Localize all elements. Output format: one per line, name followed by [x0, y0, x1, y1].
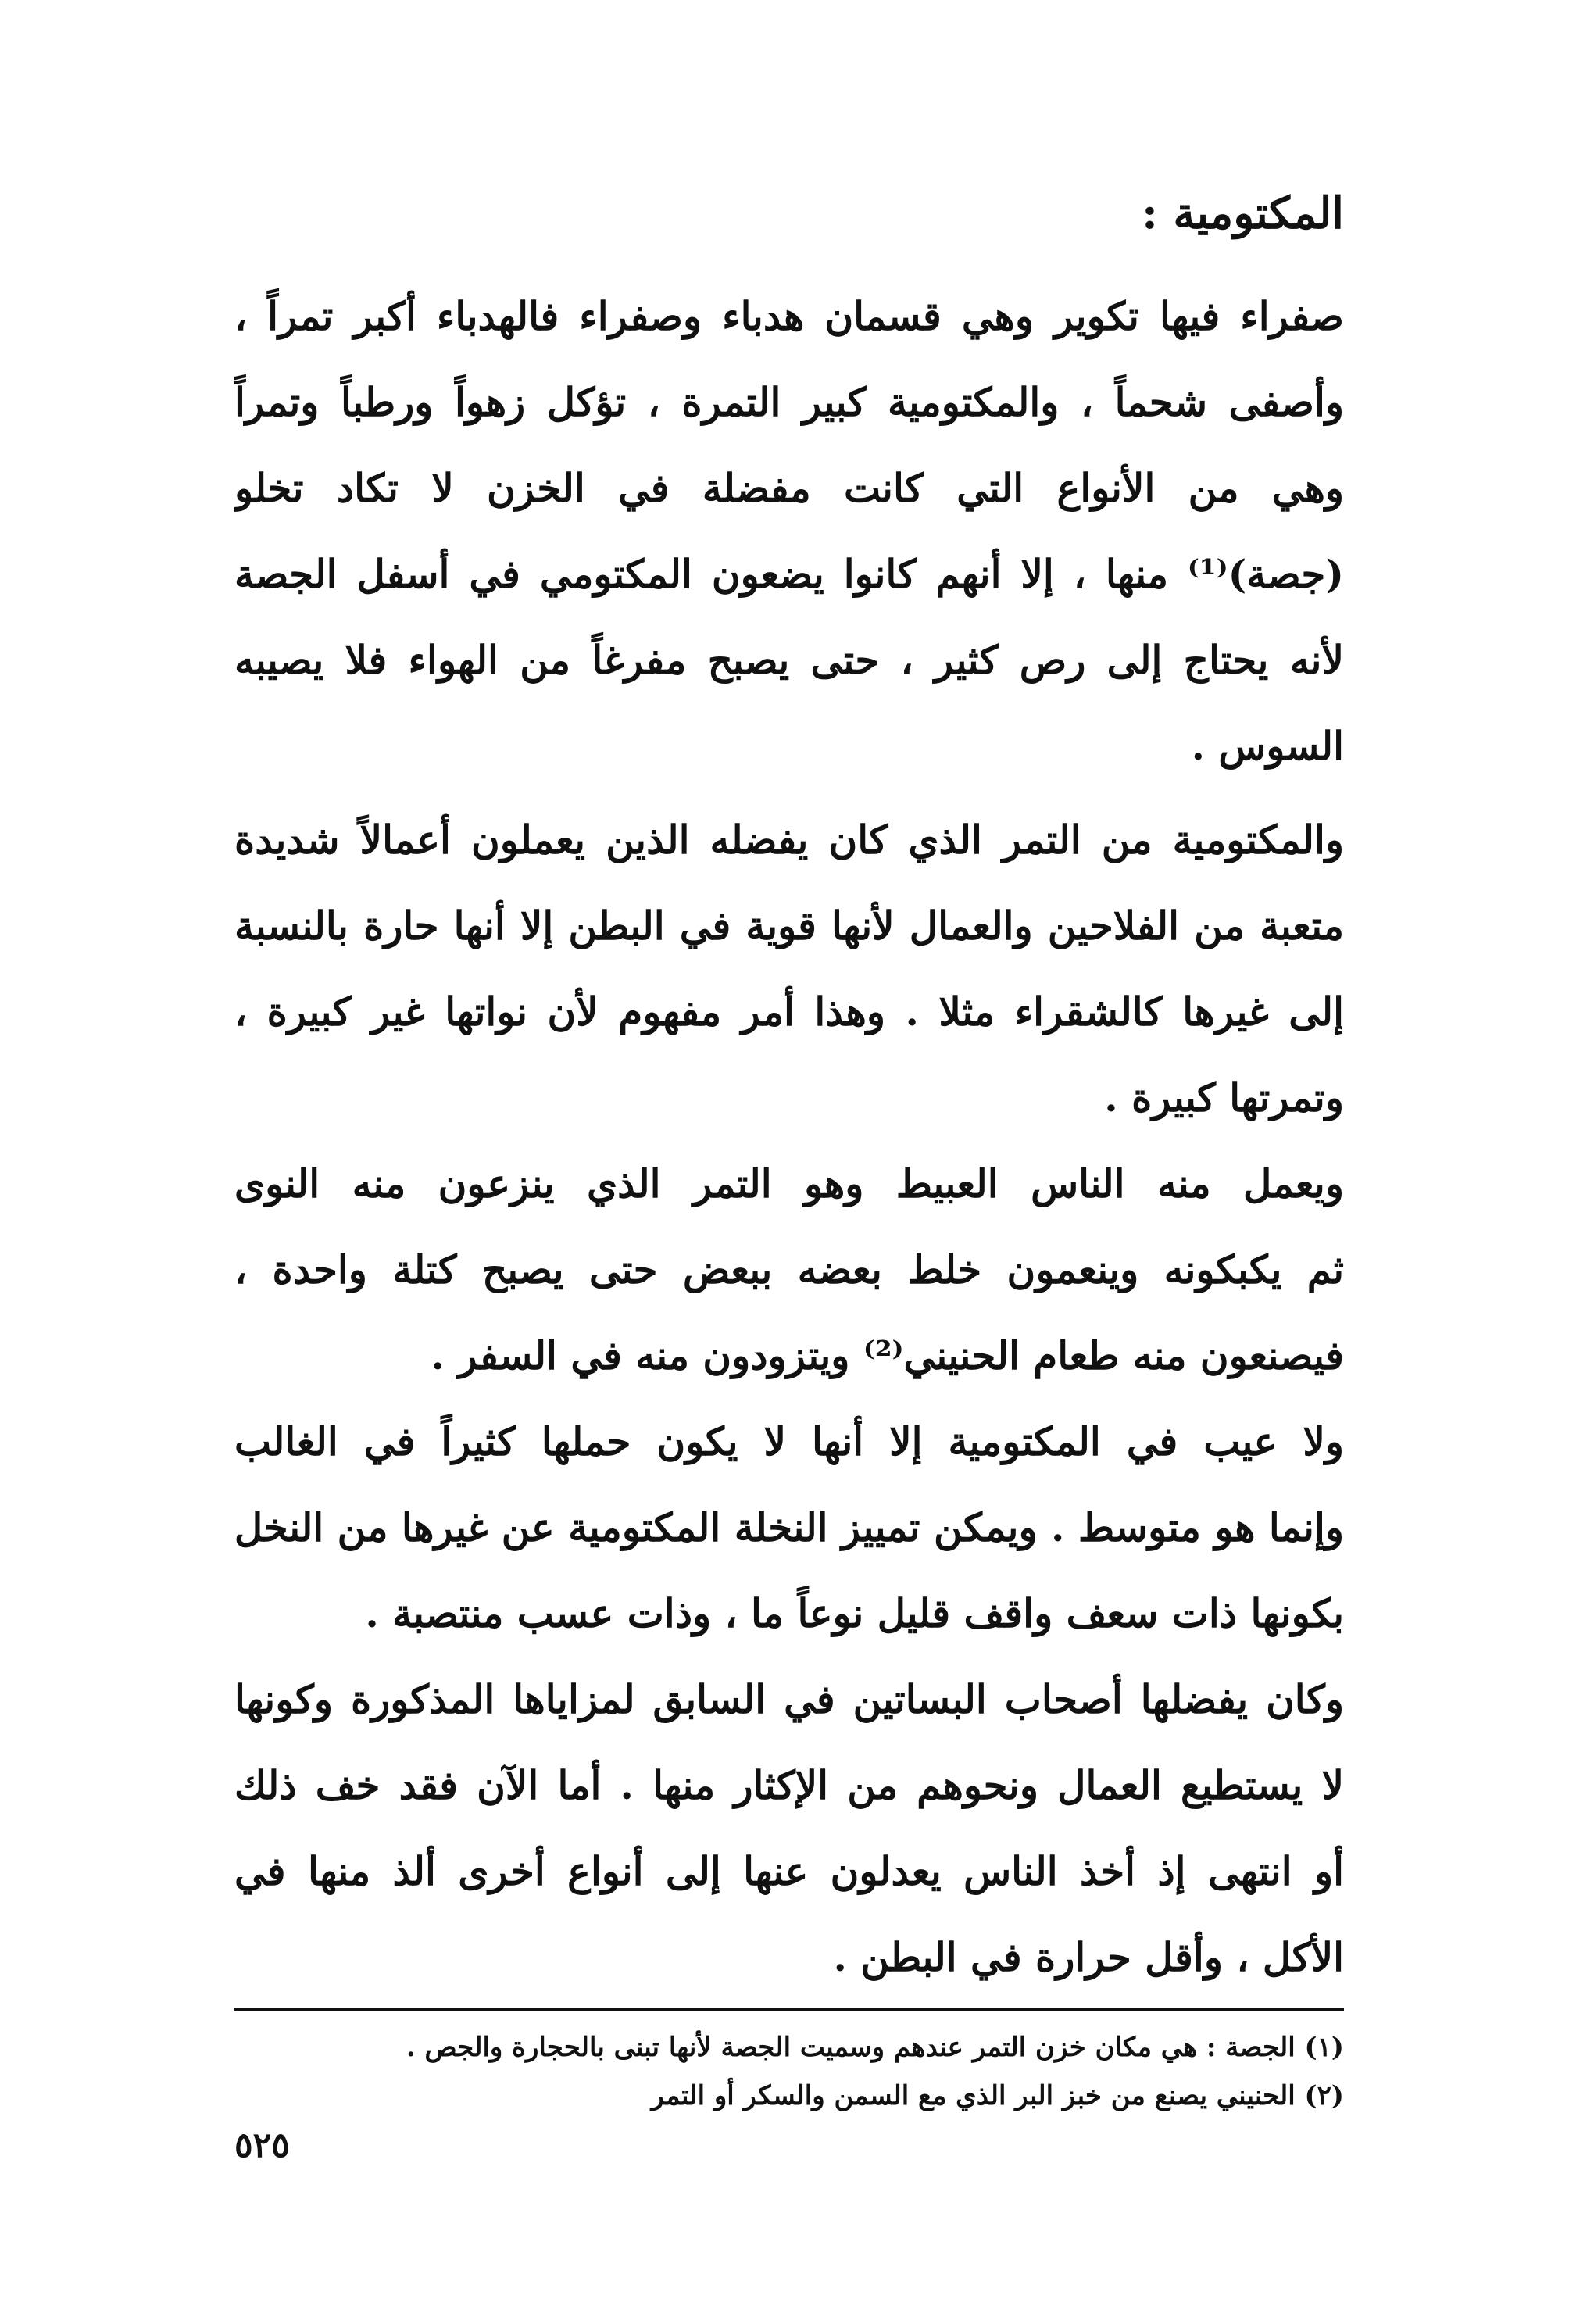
text-line: ولا عيب في المكتومية إلا أنها لا يكون حملها كثيراً في الغالب	[234, 1418, 1344, 1464]
text-line: والمكتومية من التمر الذي كان يفضله الذين يعملون أعمالاً شديدة	[234, 817, 1344, 863]
text-line: (جصة)⁽¹⁾ منها ، إلا أنهم كانوا يضعون المكتومي في أسفل الجصة	[234, 551, 1344, 597]
text-line: أو انتهى إذ أخذ الناس يعدلون عنها إلى أنواع أخرى ألذ منها في	[234, 1848, 1344, 1894]
text-line: السوس .	[1191, 723, 1344, 769]
book-page	[234, 156, 1344, 2165]
text-line: بكونها ذات سعف واقف قليل نوعاً ما ، وذات عسب منتصبة .	[365, 1590, 1344, 1636]
footnote: (٢) الحنيني يصنع من خبز البر الذي مع السمن والسكر أو التمر	[651, 2080, 1344, 2111]
text-line: وهي من الأنواع التي كانت مفضلة في الخزن لا تكاد تخلو	[234, 465, 1344, 511]
text-line: فيصنعون منه طعام الحنيني⁽²⁾ ويتزودون منه في السفر .	[431, 1332, 1344, 1378]
text-line: لأنه يحتاج إلى رص كثير ، حتى يصبح مفرغاً من الهواء فلا يصيبه	[234, 637, 1344, 683]
text-line: الأكل ، وأقل حرارة في البطن .	[833, 1934, 1344, 1980]
text-line: ثم يكبكونه وينعمون خلط بعضه ببعض حتى يصبح كتلة واحدة ،	[234, 1246, 1344, 1293]
section-heading: المكتومية :	[1142, 188, 1344, 239]
text-line: وتمرتها كبيرة .	[1104, 1074, 1344, 1121]
text-line: وأصفى شحماً ، والمكتومية كبير التمرة ، تؤكل زهواً ورطباً وتمراً	[234, 379, 1344, 425]
text-line: ويعمل منه الناس العبيط وهو التمر الذي ينزعون منه النوى	[234, 1160, 1344, 1207]
footnote: (١) الجصة : هي مكان خزن التمر عندهم وسميت الجصة لأنها تبنى بالحجارة والجص .	[406, 2032, 1344, 2063]
text-line: صفراء فيها تكوير وهي قسمان هدباء وصفراء فالهدباء أكبر تمراً ،	[234, 293, 1344, 339]
text-line: لا يستطيع العمال ونحوهم من الإكثار منها . أما الآن فقد خف ذلك	[234, 1762, 1344, 1808]
footnote-divider	[234, 2008, 1344, 2011]
text-line: متعبة من الفلاحين والعمال لأنها قوية في البطن إلا أنها حارة بالنسبة	[234, 903, 1344, 949]
text-line: إلى غيرها كالشقراء مثلا . وهذا أمر مفهوم لأن نواتها غير كبيرة ،	[234, 989, 1344, 1035]
text-line: وكان يفضلها أصحاب البساتين في السابق لمزاياها المذكورة وكونها	[234, 1676, 1344, 1722]
text-line: وإنما هو متوسط . ويمكن تمييز النخلة المكتومية عن غيرها من النخل	[234, 1504, 1344, 1550]
page-number: ٥٢٥	[234, 2126, 290, 2165]
